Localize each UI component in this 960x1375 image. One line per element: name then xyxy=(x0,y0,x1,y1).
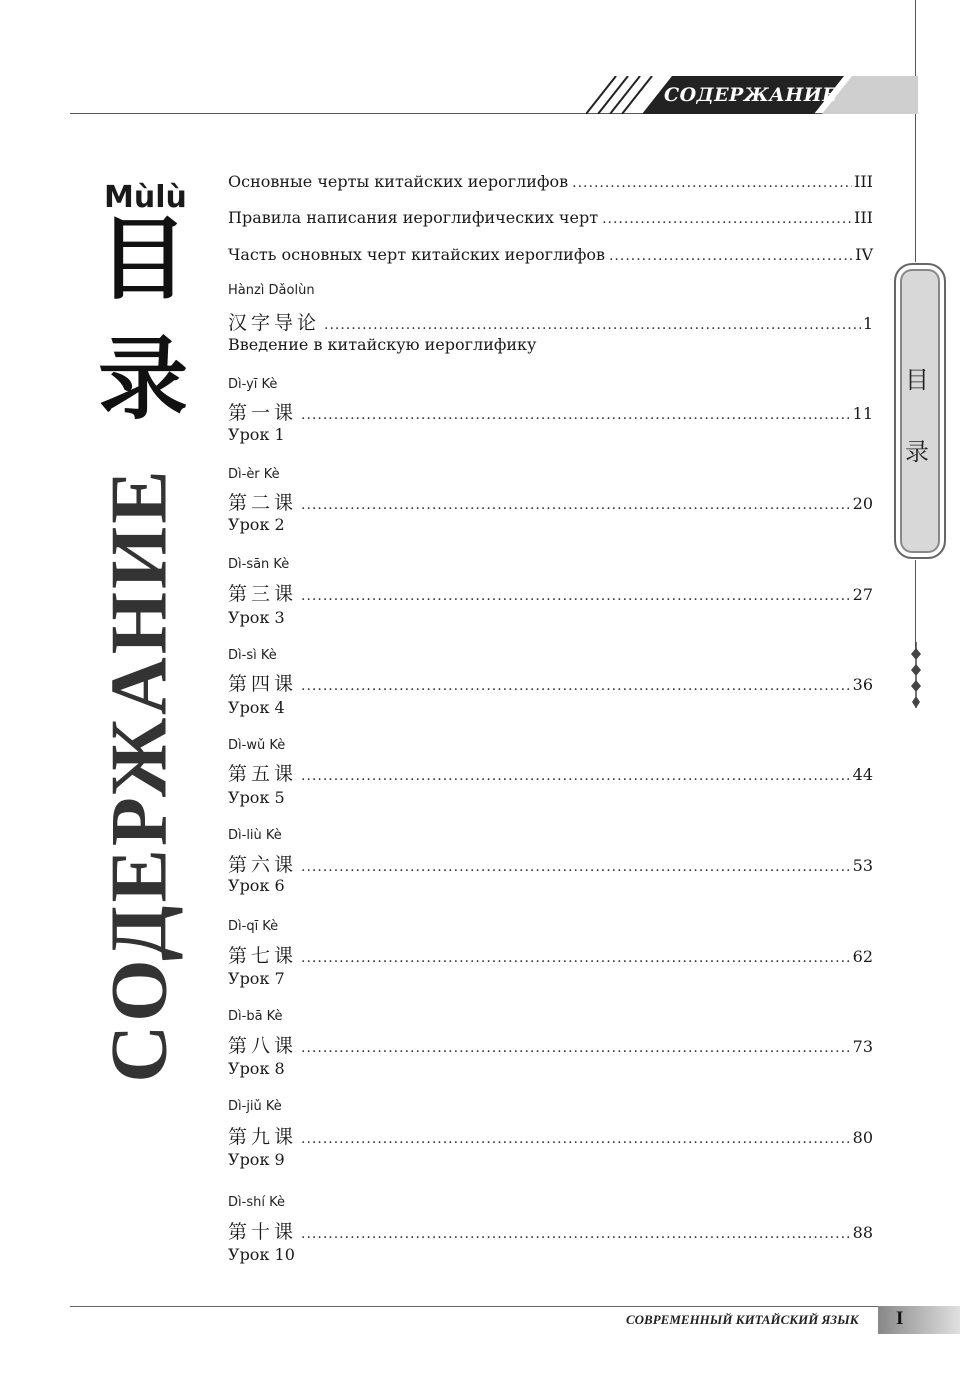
toc-entry-pinyin: Dì-liù Kè xyxy=(228,828,282,843)
toc-entry-lesson-3[interactable] xyxy=(228,579,873,606)
section-tab xyxy=(894,263,946,559)
dot-leader xyxy=(301,950,851,966)
toc-entry-pinyin: Dì-sì Kè xyxy=(228,648,277,663)
dot-leader xyxy=(572,175,852,191)
toc-entry-page: 11 xyxy=(852,404,873,423)
toc-entry-page: 53 xyxy=(852,856,873,875)
footer-bar xyxy=(878,1306,960,1334)
toc-entry-title: 第八课 xyxy=(228,1035,298,1057)
section-tab-char-2: 录 xyxy=(905,438,929,466)
toc-entry-title: 第一课 xyxy=(228,402,298,424)
toc-entry-subtitle: Урок 8 xyxy=(228,1059,285,1078)
toc-entry-subtitle: Урок 9 xyxy=(228,1150,285,1169)
dot-leader xyxy=(301,497,851,513)
toc-entry-pinyin: Dì-jiǔ Kè xyxy=(228,1099,282,1114)
toc-entry-writing-rules[interactable] xyxy=(228,208,873,227)
toc-entry-page: 1 xyxy=(862,314,873,333)
footer-page-number: I xyxy=(896,1308,904,1329)
dot-leader xyxy=(324,317,861,333)
toc-entry-introduction[interactable] xyxy=(228,308,873,335)
section-tab-char-1: 目 xyxy=(905,366,929,394)
toc-entry-title: 第三课 xyxy=(228,583,298,605)
dot-leader xyxy=(301,768,851,784)
toc-entry-basic-features[interactable] xyxy=(228,172,873,191)
toc-entry-title: 第十课 xyxy=(228,1221,298,1243)
toc-entry-subtitle: Урок 3 xyxy=(228,608,285,627)
toc-entry-subtitle: Урок 5 xyxy=(228,788,285,807)
toc-entry-subtitle: Урок 2 xyxy=(228,515,285,534)
toc-entry-title: 第二课 xyxy=(228,492,298,514)
toc-entry-page: 73 xyxy=(852,1037,873,1056)
toc-entry-page: 36 xyxy=(852,675,873,694)
dot-leader xyxy=(602,211,852,227)
toc-entry-subtitle: Введение в китайскую иероглифику xyxy=(228,335,537,354)
vertical-page-title: СОДЕРЖАНИЕ xyxy=(95,467,184,1083)
toc-entry-lesson-9[interactable] xyxy=(228,1122,873,1149)
margin-rule xyxy=(915,0,916,262)
toc-entry-page: 80 xyxy=(852,1128,873,1147)
ornament-icon xyxy=(908,642,924,708)
toc-entry-pinyin: Dì-yī Kè xyxy=(228,377,278,392)
header-label: СОДЕРЖАНИЕ xyxy=(664,84,838,106)
toc-entry-title: Часть основных черт китайских иероглифов xyxy=(228,245,605,264)
footer-rule xyxy=(70,1306,916,1307)
dot-leader xyxy=(301,678,851,694)
toc-entry-title: 第五课 xyxy=(228,763,298,785)
toc-entry-lesson-5[interactable] xyxy=(228,759,873,786)
toc-entry-basic-strokes[interactable] xyxy=(228,245,873,264)
toc-entry-pinyin: Dì-shí Kè xyxy=(228,1195,285,1210)
toc-entry-pinyin: Dì-qī Kè xyxy=(228,919,279,934)
toc-entry-subtitle: Урок 6 xyxy=(228,876,285,895)
toc-entry-page: IV xyxy=(855,245,873,264)
toc-entry-page: 88 xyxy=(852,1223,873,1242)
toc-entry-subtitle: Урок 4 xyxy=(228,698,285,717)
toc-entry-pinyin: Hànzì Dǎolùn xyxy=(228,283,315,298)
toc-entry-title: 汉字导论 xyxy=(228,312,321,334)
toc-entry-pinyin: Dì-bā Kè xyxy=(228,1009,283,1024)
dot-leader xyxy=(301,1040,851,1056)
dot-leader xyxy=(301,1226,851,1242)
toc-entry-page: 62 xyxy=(852,947,873,966)
toc-entry-subtitle: Урок 10 xyxy=(228,1245,295,1264)
toc-entry-title: 第四课 xyxy=(228,673,298,695)
toc-entry-page: III xyxy=(854,208,873,227)
toc-entry-lesson-7[interactable] xyxy=(228,941,873,968)
dot-leader xyxy=(301,407,851,423)
toc-entry-subtitle: Урок 1 xyxy=(228,425,285,444)
toc-entry-lesson-10[interactable] xyxy=(228,1217,873,1244)
footer-book-title: СОВРЕМЕННЫЙ КИТАЙСКИЙ ЯЗЫК xyxy=(626,1312,859,1327)
toc-entry-lesson-2[interactable] xyxy=(228,488,873,515)
dot-leader xyxy=(609,248,853,264)
toc-entry-page: 44 xyxy=(852,765,873,784)
toc-entry-lesson-6[interactable] xyxy=(228,850,873,877)
dot-leader xyxy=(301,859,851,875)
margin-rule-lower xyxy=(915,560,916,650)
toc-entry-pinyin: Dì-wǔ Kè xyxy=(228,738,286,753)
title-pinyin: Mùlù xyxy=(104,180,187,215)
toc-entry-title: Основные черты китайских иероглифов xyxy=(228,172,569,191)
toc-entry-title: Правила написания иероглифических черт xyxy=(228,208,599,227)
toc-entry-lesson-8[interactable] xyxy=(228,1031,873,1058)
dot-leader xyxy=(301,588,851,604)
toc-entry-lesson-1[interactable] xyxy=(228,398,873,425)
dot-leader xyxy=(301,1131,851,1147)
toc-entry-lesson-4[interactable] xyxy=(228,669,873,696)
title-hanzi-mu: 目 xyxy=(98,207,188,312)
toc-entry-subtitle: Урок 7 xyxy=(228,969,285,988)
toc-entry-pinyin: Dì-sān Kè xyxy=(228,557,290,572)
toc-entry-page: 20 xyxy=(852,494,873,513)
toc-entry-page: 27 xyxy=(852,585,873,604)
title-hanzi-lu: 录 xyxy=(98,327,188,432)
toc-entry-title: 第九课 xyxy=(228,1126,298,1148)
toc-entry-pinyin: Dì-èr Kè xyxy=(228,467,280,482)
toc-entry-page: III xyxy=(854,172,873,191)
toc-entry-title: 第六课 xyxy=(228,854,298,876)
toc-entry-title: 第七课 xyxy=(228,945,298,967)
